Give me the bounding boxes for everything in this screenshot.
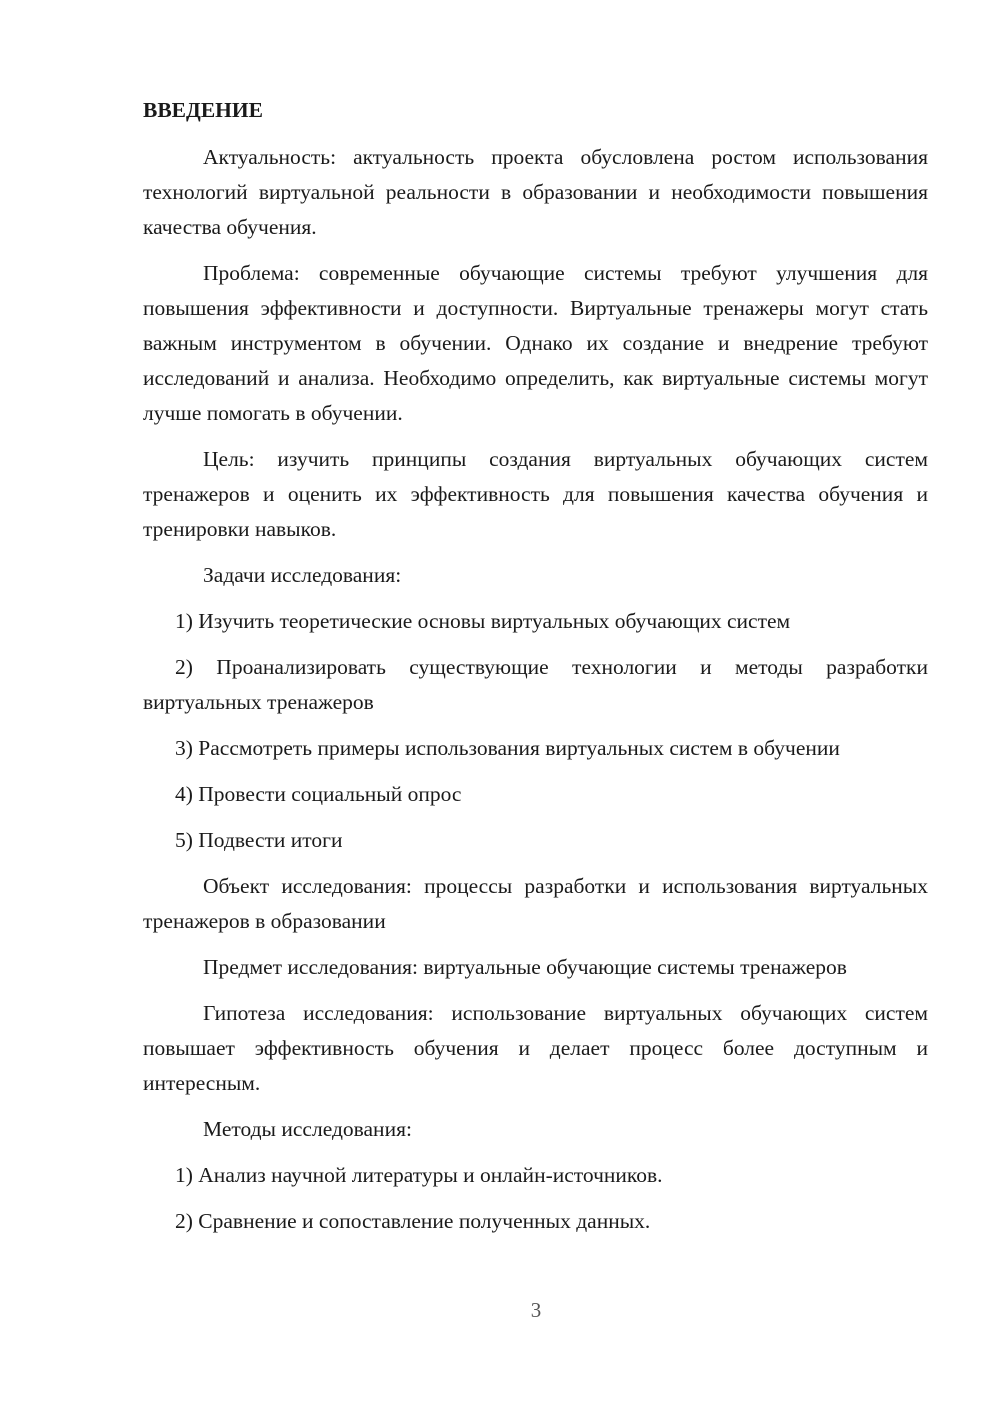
paragraph-relevance: Актуальность: актуальность проекта обусловлена ростом использования технологий виртуальной реальности в образовании и необходимости повышения качества обучения.: [143, 145, 928, 239]
paragraph-methods-heading: Методы исследования:: [203, 1117, 412, 1141]
task-item: 3) Рассмотреть примеры использования виртуальных систем в обучении: [175, 736, 840, 760]
task-item: 1) Изучить теоретические основы виртуальных обучающих систем: [175, 609, 791, 633]
method-item: 1) Анализ научной литературы и онлайн-источников.: [175, 1163, 663, 1187]
task-item: 4) Провести социальный опрос: [175, 782, 462, 806]
document-page: [143, 93, 928, 1250]
task-item: 2) Проанализировать существующие технологии и методы разработки виртуальных тренажеров: [143, 655, 928, 714]
paragraph-object: Объект исследования: процессы разработки и использования виртуальных тренажеров в образовании: [143, 874, 928, 933]
method-item: 2) Сравнение и сопоставление полученных данных.: [175, 1209, 651, 1233]
page-number: 3: [530, 1298, 542, 1322]
paragraph-goal: Цель: изучить принципы создания виртуальных обучающих систем тренажеров и оценить их эффективность для повышения качества обучения и тренировки навыков.: [143, 447, 928, 541]
paragraph-subject: Предмет исследования: виртуальные обучающие системы тренажеров: [203, 955, 847, 979]
paragraph-problem: Проблема: современные обучающие системы требуют улучшения для повышения эффективности и доступности. Виртуальные тренажеры могут стать важным инструментом в обучении. Однако их создание и внедрение требуют исследований и анализа. Необходимо определить, как виртуальные системы могут лучше помогать в обучении.: [143, 261, 928, 425]
paragraph-hypothesis: Гипотеза исследования: использование виртуальных обучающих систем повышает эффективность обучения и делает процесс более доступным и интересным.: [143, 1001, 928, 1095]
section-title: ВВЕДЕНИЕ: [143, 98, 263, 122]
paragraph-tasks-heading: Задачи исследования:: [203, 563, 402, 587]
task-item: 5) Подвести итоги: [175, 828, 343, 852]
